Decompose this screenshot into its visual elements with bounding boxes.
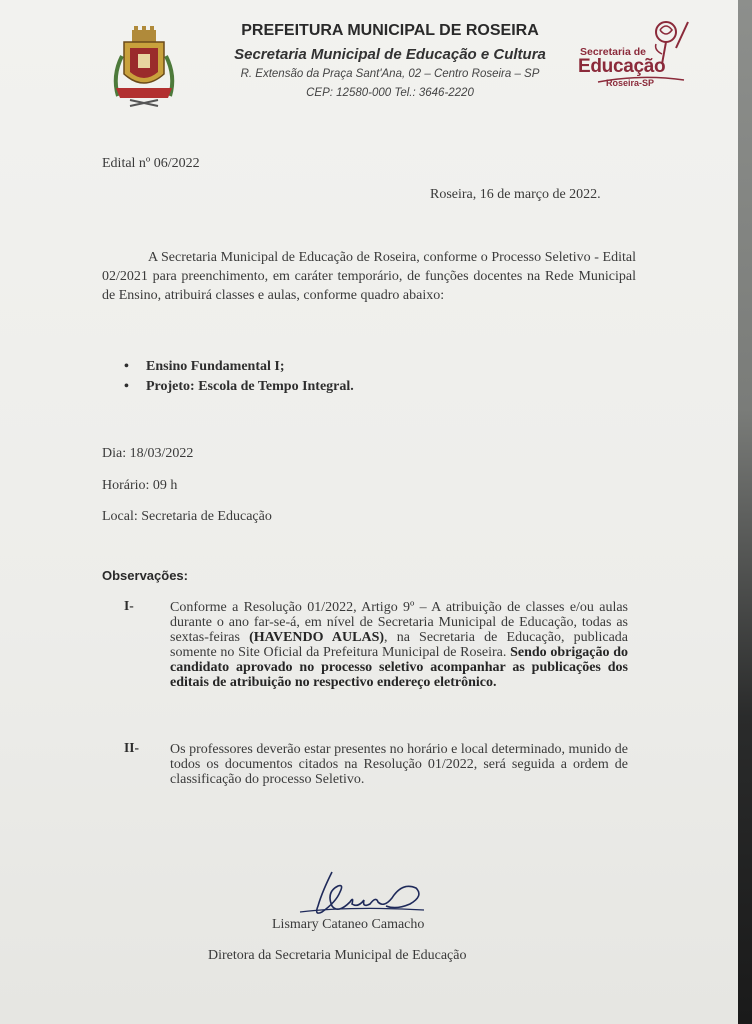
education-logo — [576, 18, 696, 94]
logo-swoosh-icon — [596, 76, 686, 84]
org-name: PREFEITURA MUNICIPAL DE ROSEIRA — [241, 22, 539, 39]
obs-bold: Sendo obrigação do candidato aprovado no processo seletivo acompanhar as publicações dos editais de atribuição no respectivo endereço eletrônico. — [170, 645, 628, 690]
logo-line-3: Roseira-SP — [606, 78, 655, 88]
department-name: Secretaria Municipal de Educação e Cultura — [234, 46, 546, 63]
logo-line-2: Educação — [578, 56, 666, 77]
time-field: Horário: 09 h — [102, 478, 178, 493]
edital-number: Edital nº 06/2022 — [102, 156, 200, 171]
signatory-name: Lismary Cataneo Camacho — [272, 917, 425, 932]
observation-number: II- — [124, 740, 140, 755]
cep-phone: CEP: 12580-000 Tel.: 3646-2220 — [306, 87, 474, 99]
observation-2: Os professores deverão estar presentes no horário e local determinado, munido de todos os documentos citados na Resolução 01/2022, será seguida a ordem de classificação do processo Seletivo. — [170, 742, 628, 787]
bullet-list — [124, 357, 354, 397]
observation-number: I- — [124, 598, 134, 613]
obs-text: Conforme a Resolução 01/2022, Artigo 9º – A atribuição de classes e/ou aulas durante o ano far-se-á, em nível de Secretaria Municipal de Educação, todas as sextas-feiras — [170, 600, 628, 645]
signature-icon — [292, 862, 432, 924]
date-field: Dia: 18/03/2022 — [102, 446, 194, 461]
logo-line-1: Secretaria de — [580, 46, 646, 58]
obs-text: , na Secretaria de Educação, publicada somente no Site Oficial da Prefeitura Municipal de Roseira. — [170, 630, 629, 660]
signatory-role: Diretora da Secretaria Municipal de Educação — [208, 948, 467, 963]
observation-1 — [170, 600, 628, 690]
address: R. Extensão da Praça Sant'Ana, 02 – Centro Roseira – SP — [240, 68, 540, 80]
obs-bold: (HAVENDO AULAS) — [249, 630, 385, 645]
document-date: Roseira, 16 de março de 2022. — [430, 187, 601, 202]
location-field: Local: Secretaria de Educação — [102, 509, 272, 524]
intro-paragraph: A Secretaria Municipal de Educação de Roseira, conforme o Processo Seletivo - Edital 02/2021 para preenchimento, em caráter temporário, de funções docentes na Rede Municipal de Ensino, atribuirá classes e aulas, conforme quadro abaixo: — [102, 250, 636, 303]
coat-of-arms-icon — [108, 26, 180, 108]
bullet-item: • Projeto: Escola de Tempo Integral. — [124, 377, 354, 397]
observations-title: Observações: — [102, 568, 188, 583]
bullet-item: • Ensino Fundamental I; — [124, 357, 354, 377]
background-edge — [738, 0, 752, 1024]
